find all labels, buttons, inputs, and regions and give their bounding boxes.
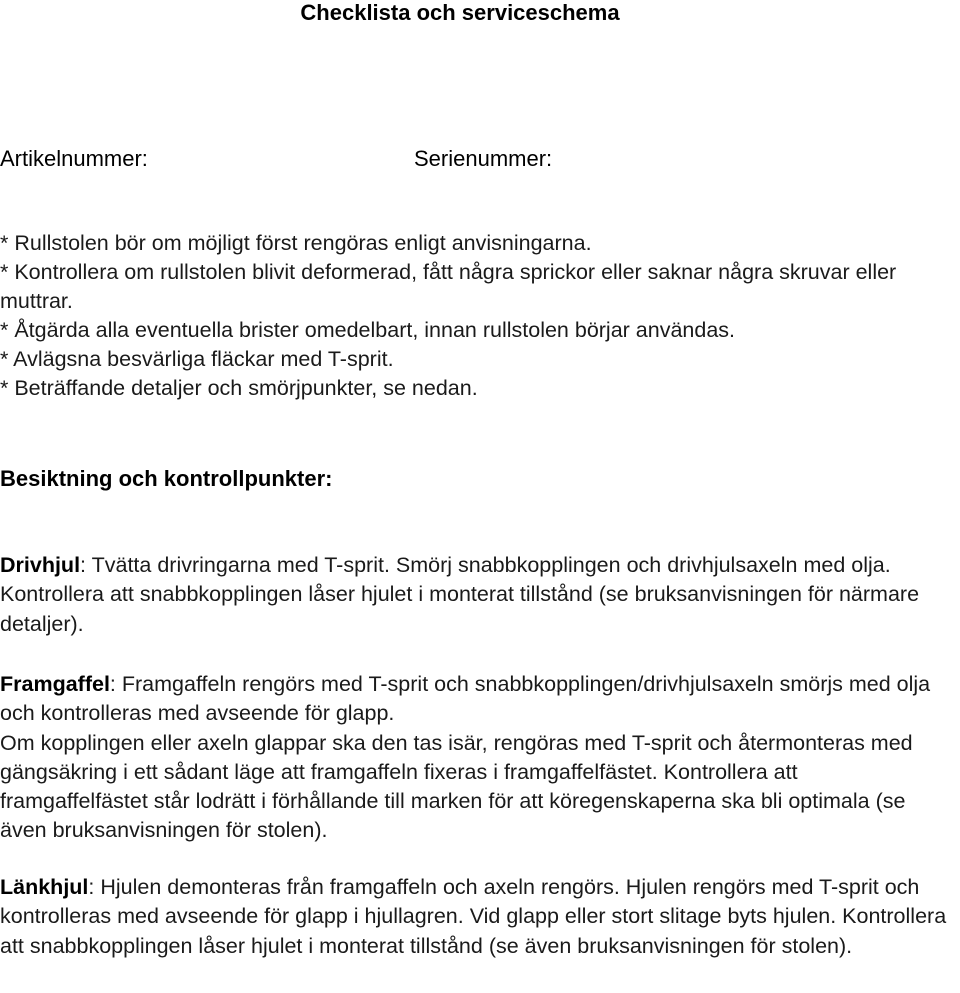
framgaffel-text-2: Om kopplingen eller axeln glappar ska den tas isär, rengöras med T-sprit och återmonteras med gängsäkring i ett sådant läge att framgaffeln fixeras i framgaffelfästet. Kontrollera att framgaffelfästet står lodrätt i förhållande till marken för att köregenskaperna ska bli optimala (se även bruksanvisningen för stolen).	[0, 730, 913, 843]
identification-fields	[0, 144, 960, 174]
instruction-list	[0, 229, 960, 403]
lankhjul-term: Länkhjul	[0, 875, 89, 899]
drivhjul-term: Drivhjul	[0, 553, 81, 577]
instruction-item: * Åtgärda alla eventuella brister omedelbart, innan rullstolen börjar användas.	[0, 318, 736, 342]
lankhjul-text: : Hjulen demonteras från framgaffeln och axeln rengörs. Hjulen rengörs med T-sprit och kontrolleras med avseende för glapp i hjullagren. Vid glapp eller stort slitage byts hjulen. Kontrollera att snabbkopplingen låser hjulet i monterat tillstånd (se även bruksanvisningen för stolen).	[0, 875, 947, 958]
document-title: Checklista och serviceschema	[300, 0, 620, 25]
lankhjul-paragraph	[0, 873, 960, 961]
instruction-item: * Avlägsna besvärliga fläckar med T-sprit.	[0, 347, 394, 371]
section-heading: Besiktning och kontrollpunkter:	[0, 466, 333, 491]
drivhjul-text: : Tvätta drivringarna med T-sprit. Smörj snabbkopplingen och drivhjulsaxeln med olja. Kontrollera att snabbkopplingen låser hjulet i monterat tillstånd (se bruksanvisningen för närmare detaljer).	[0, 553, 920, 636]
framgaffel-paragraph	[0, 670, 935, 846]
article-number-label: Artikelnummer:	[0, 146, 148, 171]
instruction-item: * Kontrollera om rullstolen blivit deformerad, fått några sprickor eller saknar några skruvar eller muttrar.	[0, 260, 897, 313]
serial-number-label: Serienummer:	[414, 146, 553, 171]
instruction-item: * Beträffande detaljer och smörjpunkter, se nedan.	[0, 376, 478, 400]
drivhjul-paragraph	[0, 551, 955, 639]
instruction-item: * Rullstolen bör om möjligt först rengöras enligt anvisningarna.	[0, 231, 592, 255]
framgaffel-term: Framgaffel	[0, 672, 110, 696]
framgaffel-text: : Framgaffeln rengörs med T-sprit och snabbkopplingen/drivhjulsaxeln smörjs med olja och kontrolleras med avseende för glapp.	[0, 672, 931, 726]
